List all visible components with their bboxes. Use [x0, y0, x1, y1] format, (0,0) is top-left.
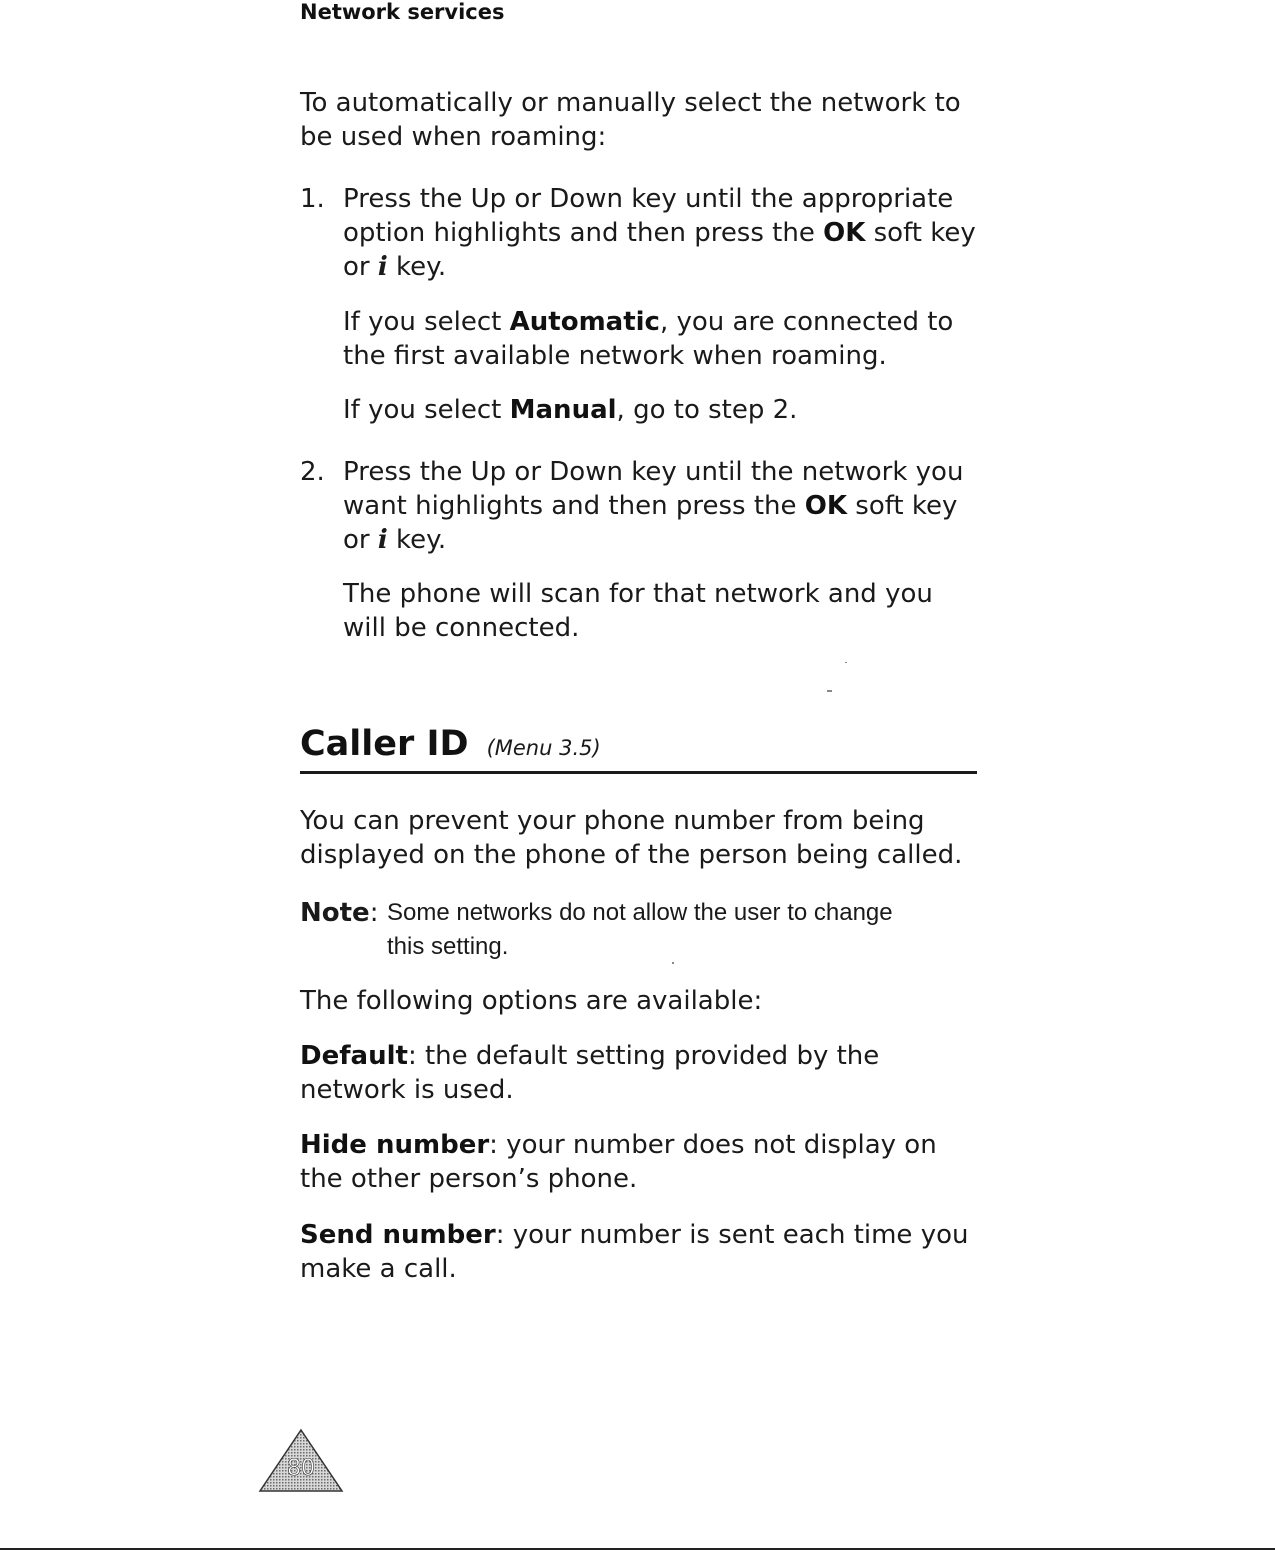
note-label-text: Note: [300, 898, 370, 928]
step-1-line-3-pre: or: [343, 252, 378, 282]
section-heading: [300, 724, 601, 764]
step-1-number: 1.: [300, 184, 325, 214]
page-number-badge: [258, 1428, 344, 1498]
step-1-manual-note: [343, 393, 797, 427]
note-label: [300, 896, 378, 930]
i-key-icon: i: [377, 252, 388, 282]
note-line-2: this setting.: [387, 933, 509, 960]
auto-line-2: the first available network when roaming.: [343, 341, 887, 371]
manual-pre: If you select: [343, 395, 510, 425]
step-1-text: [343, 182, 976, 284]
option-text: : your number is sent each time you: [495, 1220, 969, 1250]
option-text: : the default setting provided by the: [407, 1041, 880, 1071]
auto-pre: If you select: [343, 307, 510, 337]
manual-option-label: Manual: [509, 395, 617, 425]
option-text: : your number does not display on: [489, 1130, 937, 1160]
option-label: Hide number: [300, 1130, 490, 1160]
ok-soft-key-label: OK: [823, 218, 866, 248]
option-text-line-2: the other person’s phone.: [300, 1164, 638, 1194]
page-number: 80: [287, 1456, 315, 1481]
step-2-line-2-pre: want highlights and then press the: [343, 491, 805, 521]
auto-post: , you are connected to: [659, 307, 954, 337]
option-default: [300, 1039, 879, 1107]
automatic-option-label: Automatic: [509, 307, 660, 337]
section-title: Caller ID: [300, 724, 469, 764]
option-hide-number: [300, 1128, 937, 1196]
step-1-line-1: Press the Up or Down key until the appropriate: [343, 184, 954, 214]
note-colon: :: [369, 898, 379, 928]
scan-speck: [845, 662, 847, 663]
step-2-line-1: Press the Up or Down key until the network you: [343, 457, 964, 487]
options-intro: The following options are available:: [300, 986, 763, 1016]
option-label: Default: [300, 1041, 408, 1071]
step-2-text: [343, 455, 963, 557]
desc-line-2: displayed on the phone of the person being called.: [300, 840, 963, 870]
note-line-1: Some networks do not allow the user to change: [387, 899, 893, 926]
triangle-icon: [258, 1428, 344, 1494]
option-text-line-2: network is used.: [300, 1075, 514, 1105]
intro-line-2: be used when roaming:: [300, 122, 607, 152]
note-text: [387, 896, 893, 964]
step-1-line-2-post: soft key: [865, 218, 976, 248]
step-2-number: 2.: [300, 457, 325, 487]
section-description: [300, 804, 962, 872]
step-1-automatic-note: [343, 305, 953, 373]
option-send-number: [300, 1218, 968, 1286]
ok-soft-key-label: OK: [804, 491, 848, 521]
bottom-border: [0, 1548, 1275, 1550]
result-line-2: will be connected.: [343, 613, 580, 643]
step-1-line-2-pre: option highlights and then press the: [343, 218, 824, 248]
step-1-line-3-post: key.: [387, 252, 447, 282]
step-2-result: [343, 577, 933, 645]
scan-speck: [827, 690, 832, 692]
desc-line-1: You can prevent your phone number from being: [300, 806, 925, 836]
option-label: Send number: [300, 1220, 496, 1250]
option-text-line-2: make a call.: [300, 1254, 457, 1284]
step-2-line-3-post: key.: [387, 525, 447, 555]
intro-line-1: To automatically or manually select the network to: [300, 88, 961, 118]
manual-post: , go to step 2.: [616, 395, 798, 425]
menu-reference: (Menu 3.5): [486, 736, 601, 760]
step-2-line-3-pre: or: [343, 525, 378, 555]
result-line-1: The phone will scan for that network and you: [343, 579, 933, 609]
section-divider: [300, 771, 977, 774]
intro-paragraph: [300, 86, 961, 154]
i-key-icon: i: [377, 525, 388, 555]
running-header: Network services: [300, 0, 505, 24]
step-2-line-2-post: soft key: [847, 491, 958, 521]
